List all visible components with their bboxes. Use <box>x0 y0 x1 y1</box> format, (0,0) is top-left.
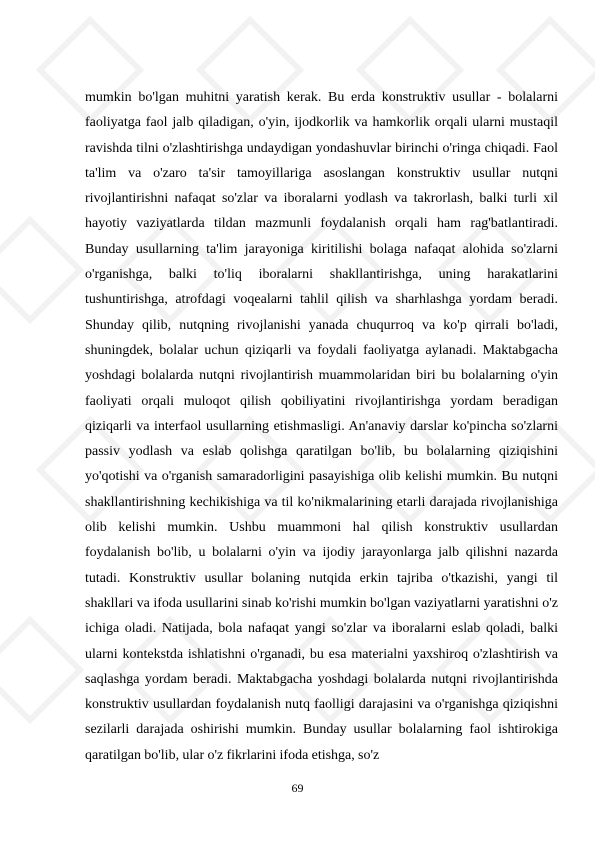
body-paragraph: mumkin bo'lgan muhitni yaratish kerak. Bu erda konstruktiv usullar - bolalarni faoliyatga faol jalb qiladigan, o'yin, ijodkorlik va hamkorlik orqali ularni mustaqil ravishda tilni o'zlashtirishga undaydigan yondashuvlar birinchi o'ringa chiqadi. Faol ta'lim va o'zaro ta'sir tamoyillariga asoslangan konstruktiv usullar nutqni rivojlantirishni nafaqat so'zlar va iboralarni yodlash va takrorlash, balki turli xil hayotiy vaziyatlarda tildan mazmunli foydalanish orqali ham rag'batlantiradi. Bunday usullarning ta'lim jarayoniga kiritilishi bolaga nafaqat alohida so'zlarni o'rganishga, balki to'liq iboralarni shakllantirishga, uning harakatlarini tushuntirishga, atrofdagi voqealarni tahlil qilish va sharhlashga yordam beradi. Shunday qilib, nutqning rivojlanishi yanada chuqurroq va ko'p qirrali bo'ladi, shuningdek, bolalar uchun qiziqarli va foydali faoliyatga aylanadi. Maktabgacha yoshdagi bolalarda nutqni rivojlantirish muammolaridan biri bu bolalarning o'yin faoliyati orqali muloqot qilish qobiliyatini rivojlantirishga yordam beradigan qiziqarli va interfaol usullarning etishmasligi. An'anaviy darslar ko'pincha so'zlarni passiv yodlash va eslab qolishga qaratilgan bo'lib, bu bolalarning qiziqishini yo'qotishi va o'rganish samaradorligini pasayishiga olib kelishi mumkin. Bu nutqni shakllantirishning kechikishiga va til ko'nikmalarining etarli darajada rivojlanishiga olib kelishi mumkin. Ushbu muammoni hal qilish konstruktiv usullardan foydalanish bo'lib, u bolalarni o'yin va ijodiy jarayonlarga jalb qilishni nazarda tutadi. Konstruktiv usullar bolaning nutqida erkin tajriba o'tkazishi, yangi til shakllari va ifoda usullarini sinab ko'rishi mumkin bo'lgan vaziyatlarni yaratishni o'z ichiga oladi. Natijada, bola nafaqat yangi so'zlar va iboralarni eslab qoladi, balki ularni kontekstda ishlatishni o'rganadi, bu esa materialni yaxshiroq o'zlashtirish va saqlashga yordam beradi. Maktabgacha yoshdagi bolalarda nutqni rivojlantirishda konstruktiv usullardan foydalanish nutq faolligi darajasini va o'rganishga qiziqishni sezilarli darajada oshirishi mumkin. Bunday usullar bolalarning faol ishtirokiga qaratilgan bo'lib, ular o'z fikrlarini ifoda etishga, so'z <box>85 90 558 763</box>
page-number: 69 <box>291 781 304 795</box>
